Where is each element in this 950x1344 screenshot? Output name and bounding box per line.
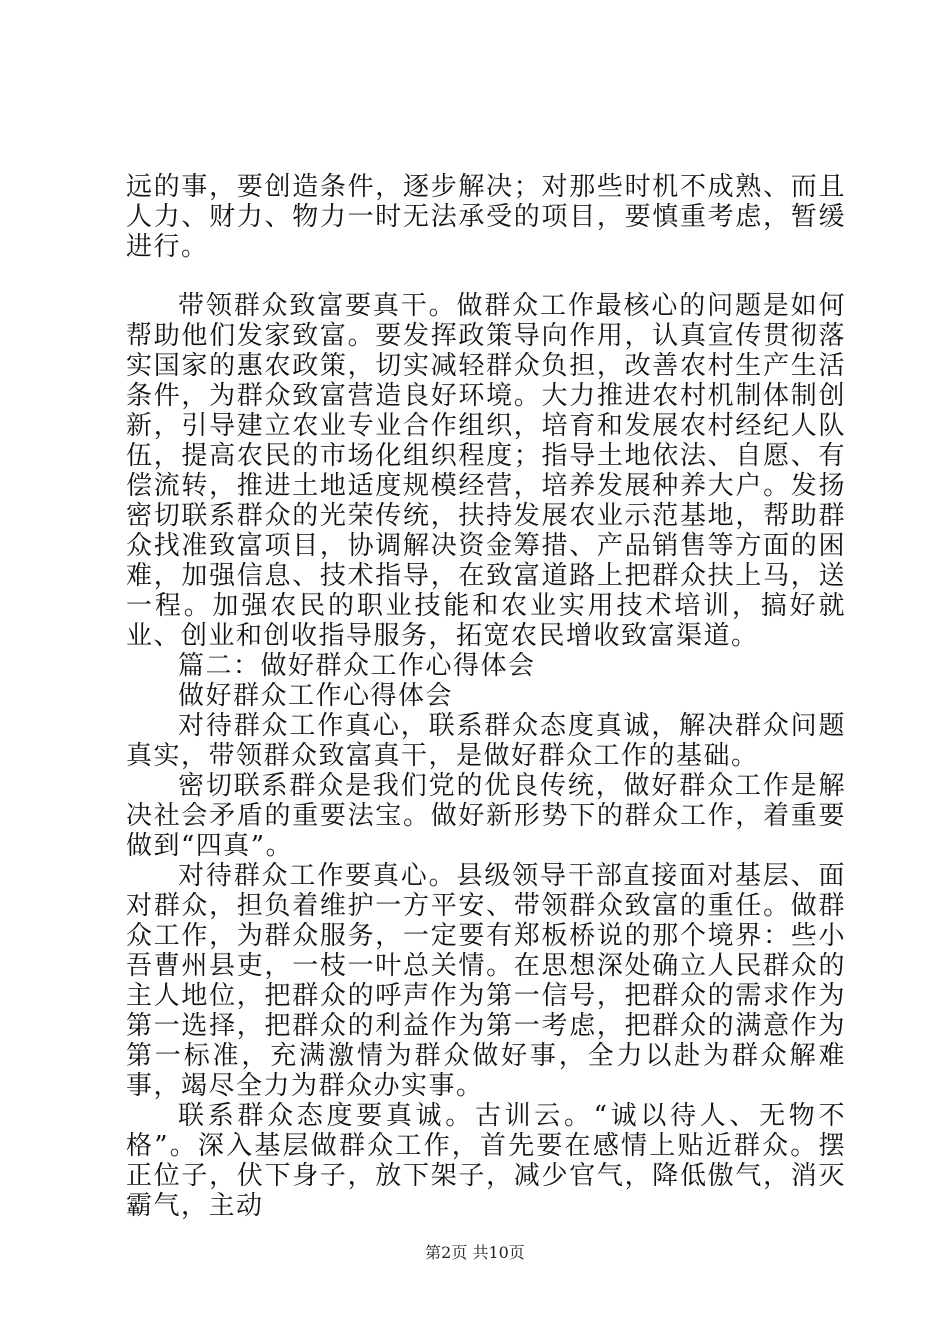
paragraph-sincere-work: 对待群众工作要真心。县级领导干部直接面对基层、面对群众，担负着维护一方平安、带领群众致富的重任。做群众工作，为群众服务，一定要有郑板桥说的那个境界：些小吾曹州县吏，一枝一叶总关情。在思想深处确立人民群众的主人地位，把群众的呼声作为第一信号，把群众的需求作为第一选择，把群众的利益作为第一考虑，把群众的满意作为第一标准，充满激情为群众做好事，全力以赴为群众解难事，竭尽全力为群众办实事。 [126, 861, 846, 1101]
page-number-footer: 第2页 共10页 [425, 1243, 525, 1262]
paragraph-sincere-attitude: 联系群众态度要真诚。古训云。“诚以待人、无物不格”。深入基层做群众工作，首先要在感情上贴近群众。摆正位子，伏下身子，放下架子，减少官气，降低傲气，消灭霸气，主动 [126, 1101, 846, 1221]
article-title: 做好群众工作心得体会 [178, 681, 454, 711]
section-heading: 篇二：做好群众工作心得体会 [178, 651, 536, 681]
paragraph-summary: 对待群众工作真心，联系群众态度真诚，解决群众问题真实，带领群众致富真干，是做好群众工作的基础。 [126, 711, 846, 771]
document-body [126, 172, 846, 1221]
paragraph-continuation: 远的事，要创造条件，逐步解决；对那些时机不成熟、而且人力、财力、物力一时无法承受的项目，要慎重考虑，暂缓进行。 [126, 172, 846, 262]
paragraph-lead-to-prosperity: 带领群众致富要真干。做群众工作最核心的问题是如何帮助他们发家致富。要发挥政策导向作用，认真宣传贯彻落实国家的惠农政策，切实减轻群众负担，改善农村生产生活条件，为群众致富营造良好环境。大力推进农村机制体制创新，引导建立农业专业合作组织，培育和发展农村经纪人队伍，提高农民的市场化组织程度；指导土地依法、自愿、有偿流转，推进土地适度规模经营，培养发展种养大户。发扬密切联系群众的光荣传统，扶持发展农业示范基地，帮助群众找准致富项目，协调解决资金筹措、产品销售等方面的困难，加强信息、技术指导，在致富道路上把群众扶上马，送一程。加强农民的职业技能和农业实用技术培训，搞好就业、创业和创收指导服务，拓宽农民增收致富渠道。 [126, 291, 846, 651]
paragraph-intro: 密切联系群众是我们党的优良传统，做好群众工作是解决社会矛盾的重要法宝。做好新形势下的群众工作，着重要做到“四真”。 [126, 771, 846, 861]
paragraph-gap [126, 262, 846, 291]
